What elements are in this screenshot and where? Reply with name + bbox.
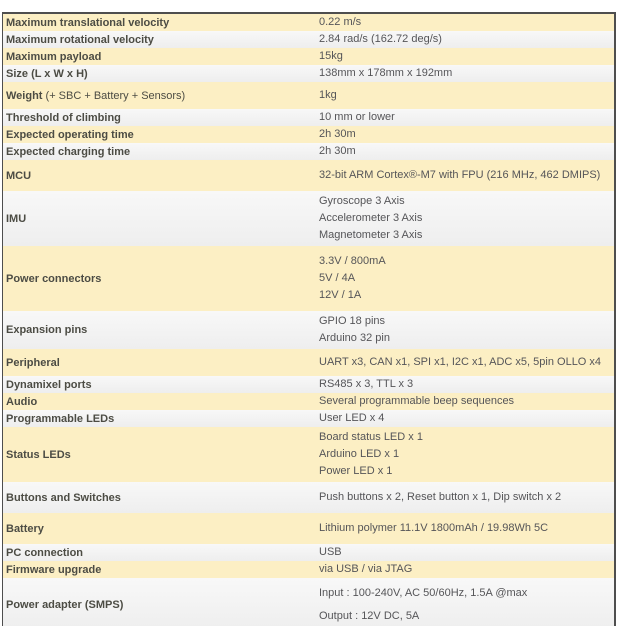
spec-value [316, 561, 615, 578]
spec-table-body [3, 13, 616, 626]
table-row [3, 376, 616, 393]
table-row [3, 349, 616, 376]
spec-value-line: 15kg [319, 50, 343, 62]
table-row [3, 544, 616, 561]
spec-value-line: Accelerometer 3 Axis [319, 212, 423, 224]
spec-value [316, 393, 615, 410]
spec-label [3, 126, 317, 143]
spec-label-text: Threshold of climbing [6, 111, 121, 124]
spec-value-line: 2h 30m [319, 145, 356, 157]
spec-label-text: Dynamixel ports [6, 378, 92, 391]
spec-label-text: Expected charging time [6, 145, 131, 158]
spec-value [316, 82, 615, 109]
spec-label [3, 427, 317, 482]
spec-value [316, 13, 615, 31]
table-row [3, 65, 616, 82]
spec-value [316, 578, 615, 626]
spec-label-text: Size (L x W x H) [6, 67, 88, 80]
spec-label [3, 65, 317, 82]
spec-value [316, 246, 615, 311]
table-row [3, 13, 616, 31]
spec-label [3, 349, 317, 376]
spec-value-line: Several programmable beep sequences [319, 395, 515, 407]
table-row [3, 109, 616, 126]
spec-label-text: Power adapter (SMPS) [6, 598, 124, 611]
table-row [3, 31, 616, 48]
spec-value-line: Arduino LED x 1 [319, 448, 400, 460]
spec-value-line: 2.84 rad/s (162.72 deg/s) [319, 33, 442, 45]
spec-value-line: Board status LED x 1 [319, 431, 423, 443]
spec-label [3, 578, 317, 626]
spec-label [3, 311, 317, 349]
spec-value [316, 376, 615, 393]
spec-value-line: 0.22 m/s [319, 16, 362, 28]
spec-label-text: Power connectors [6, 272, 102, 285]
spec-value [316, 482, 615, 513]
spec-label [3, 246, 317, 311]
spec-value-line: Power LED x 1 [319, 465, 393, 477]
spec-label [3, 482, 317, 513]
spec-value [316, 191, 615, 246]
spec-label [3, 48, 317, 65]
spec-value-line: 5V / 4A [319, 272, 356, 284]
spec-label [3, 31, 317, 48]
spec-label-text: MCU [6, 169, 32, 182]
spec-label [3, 191, 317, 246]
table-row [3, 393, 616, 410]
spec-value-line: Lithium polymer 11.1V 1800mAh / 19.98Wh 5C [319, 522, 549, 534]
table-row [3, 160, 616, 191]
spec-value [316, 48, 615, 65]
spec-label [3, 82, 317, 109]
spec-label [3, 376, 317, 393]
spec-label-text: Expected operating time [6, 128, 134, 141]
spec-label-text: Programmable LEDs [6, 412, 115, 425]
spec-label [3, 13, 317, 31]
spec-label-text: Maximum translational velocity [6, 16, 170, 29]
spec-value-line: 1kg [319, 89, 337, 101]
spec-value-line: 32-bit ARM Cortex®-M7 with FPU (216 MHz, 462 DMIPS) [319, 169, 601, 181]
table-row [3, 482, 616, 513]
table-row [3, 246, 616, 311]
spec-value-line: 10 mm or lower [319, 111, 395, 123]
spec-value [316, 109, 615, 126]
spec-label [3, 393, 317, 410]
spec-value-line: USB [319, 546, 342, 558]
spec-value-line: Output : 12V DC, 5A [319, 610, 420, 622]
spec-label [3, 561, 317, 578]
spec-value-line: Gyroscope 3 Axis [319, 195, 405, 207]
spec-value [316, 513, 615, 544]
table-row [3, 82, 616, 109]
table-row [3, 143, 616, 160]
spec-table [2, 12, 616, 626]
spec-value-line: User LED x 4 [319, 412, 385, 424]
table-row [3, 427, 616, 482]
table-row [3, 513, 616, 544]
spec-value-line: via USB / via JTAG [319, 563, 413, 575]
spec-label-note: (+ SBC + Battery + Sensors) [42, 89, 186, 102]
spec-label-text: IMU [6, 212, 27, 225]
spec-value [316, 160, 615, 191]
spec-label-text: Battery [6, 522, 44, 535]
spec-value [316, 143, 615, 160]
spec-value-line: Arduino 32 pin [319, 332, 390, 344]
spec-value [316, 410, 615, 427]
spec-label-text: Expansion pins [6, 324, 88, 336]
spec-label-text: Firmware upgrade [6, 563, 102, 576]
spec-label [3, 109, 317, 126]
spec-value-line: RS485 x 3, TTL x 3 [319, 378, 414, 390]
table-row [3, 578, 616, 626]
spec-label [3, 143, 317, 160]
spec-label-text: PC connection [6, 546, 84, 559]
spec-value-line: GPIO 18 pins [319, 315, 386, 327]
table-row [3, 561, 616, 578]
spec-label-text: Weight [6, 89, 43, 102]
spec-label-text: Buttons and Switches [6, 491, 121, 504]
spec-value-line: Push buttons x 2, Reset button x 1, Dip switch x 2 [319, 491, 562, 503]
spec-value [316, 31, 615, 48]
spec-value-line: UART x3, CAN x1, SPI x1, I2C x1, ADC x5, 5pin OLLO x4 [319, 356, 602, 368]
table-row [3, 48, 616, 65]
spec-label [3, 160, 317, 191]
table-row [3, 311, 616, 349]
table-row [3, 410, 616, 427]
spec-value-line: Input : 100-240V, AC 50/60Hz, 1.5A @max [319, 587, 528, 599]
table-row [3, 126, 616, 143]
spec-label [3, 544, 317, 561]
spec-label-text: Audio [6, 395, 38, 408]
spec-table-container [2, 12, 616, 626]
spec-value [316, 427, 615, 482]
spec-value-line: Magnetometer 3 Axis [319, 229, 423, 241]
spec-label-text: Maximum payload [6, 50, 102, 63]
spec-value-line: 3.3V / 800mA [319, 255, 386, 267]
spec-value-line: 2h 30m [319, 128, 356, 140]
spec-label-text: Status LEDs [6, 448, 71, 461]
spec-value-line: 12V / 1A [319, 289, 362, 301]
spec-label-text: Peripheral [6, 356, 60, 369]
spec-label [3, 513, 317, 544]
spec-value [316, 65, 615, 82]
table-row [3, 191, 616, 246]
spec-value [316, 126, 615, 143]
spec-value [316, 311, 615, 349]
spec-value [316, 349, 615, 376]
spec-value [316, 544, 615, 561]
spec-value-line: 138mm x 178mm x 192mm [319, 67, 453, 79]
spec-label [3, 410, 317, 427]
spec-label-text: Maximum rotational velocity [6, 33, 154, 46]
